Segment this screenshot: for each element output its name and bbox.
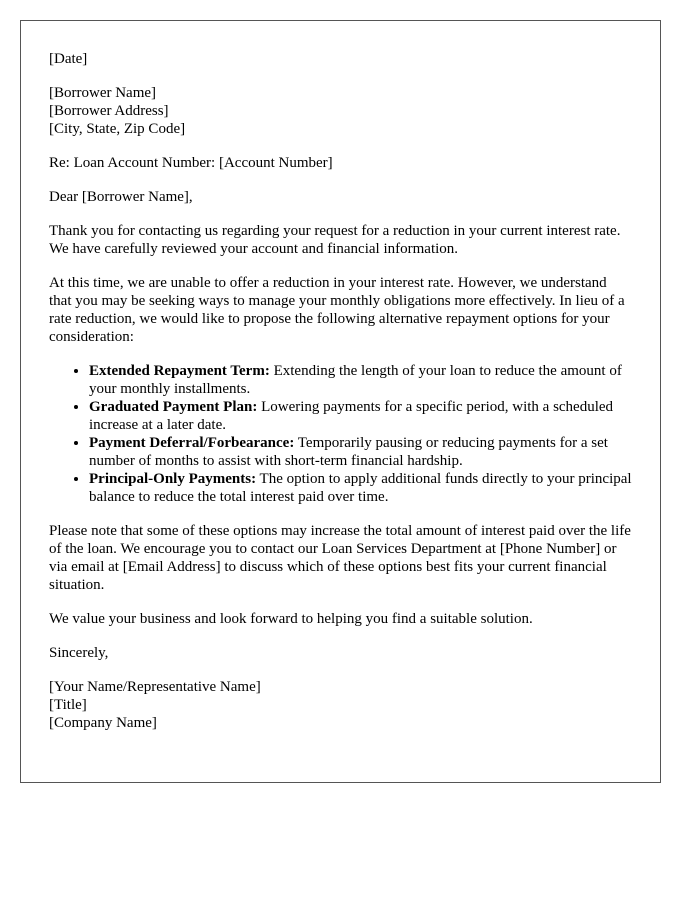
recipient-city: [City, State, Zip Code]: [49, 121, 186, 137]
list-item: [89, 470, 632, 506]
option-title: Extended Repayment Term:: [89, 363, 270, 379]
option-title: Payment Deferral/Forbearance:: [89, 435, 295, 451]
recipient-name: [Borrower Name]: [49, 85, 157, 101]
signature-block: [49, 678, 632, 732]
subject-line: Re: Loan Account Number: [Account Number]: [49, 155, 333, 171]
paragraph-contact: Please note that some of these options may increase the total amount of interest paid over the life of the loan. We encourage you to contact our Loan Services Department at [Phone Number] or via email at [Email Address] to discuss which of these options best fits your current financial situation.: [49, 523, 631, 593]
option-text: The option to apply additional funds directly to your principal balance to reduce the total interest paid over time.: [89, 471, 632, 505]
signature-title: [Title]: [49, 697, 87, 713]
letter: [20, 20, 661, 783]
option-text: Lowering payments for a specific period, with a scheduled increase at a later date.: [89, 399, 614, 433]
option-title: Graduated Payment Plan:: [89, 399, 258, 415]
recipient-block: [49, 84, 632, 138]
option-text: Extending the length of your loan to reduce the amount of your monthly installments.: [89, 363, 622, 397]
list-item: [89, 362, 632, 398]
paragraph-intro: Thank you for contacting us regarding your request for a reduction in your current interest rate. We have carefully reviewed your account and financial information.: [49, 223, 621, 257]
closing: Sincerely,: [49, 645, 109, 661]
date: [Date]: [49, 51, 88, 67]
paragraph-closing: We value your business and look forward to helping you find a suitable solution.: [49, 611, 533, 627]
recipient-address: [Borrower Address]: [49, 103, 169, 119]
option-title: Principal-Only Payments:: [89, 471, 257, 487]
options-list: [49, 362, 632, 506]
option-text: Temporarily pausing or reducing payments for a set number of months to assist with short-term financial hardship.: [89, 435, 608, 469]
paragraph-decision: At this time, we are unable to offer a reduction in your interest rate. However, we understand that you may be seeking ways to manage your monthly obligations more effectively. In lieu of a rate reduction, we would like to propose the following alternative repayment options for your consideration:: [49, 275, 625, 345]
list-item: [89, 398, 632, 434]
signature-name: [Your Name/Representative Name]: [49, 679, 261, 695]
salutation: Dear [Borrower Name],: [49, 189, 193, 205]
signature-company: [Company Name]: [49, 715, 157, 731]
list-item: [89, 434, 632, 470]
